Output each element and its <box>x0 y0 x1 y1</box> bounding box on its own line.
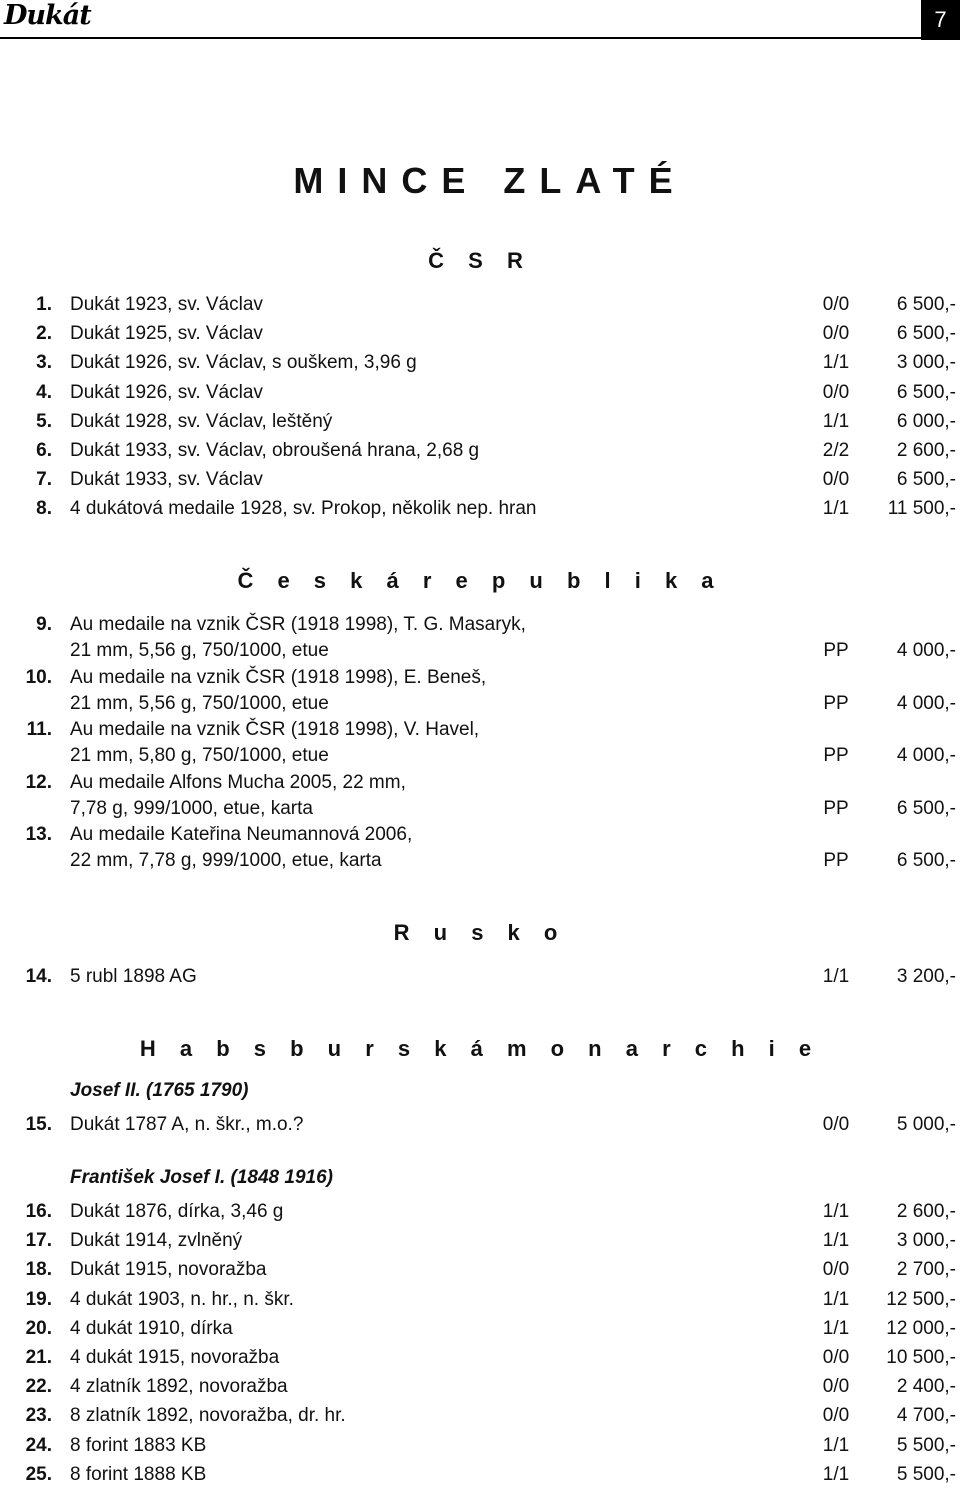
item-description: Dukát 1926, sv. Václav <box>70 381 263 403</box>
item-number: 5. <box>36 410 52 432</box>
list-item <box>0 319 960 348</box>
item-description: Dukát 1925, sv. Václav <box>70 323 263 345</box>
item-price: 5 500,- <box>896 1463 956 1485</box>
item-grade: 2/2 <box>822 440 850 461</box>
item-description: 8 forint 1883 KB <box>70 1434 207 1456</box>
item-price: 6 500,- <box>896 850 956 871</box>
item-number: 24. <box>25 1434 52 1456</box>
item-number: 20. <box>25 1317 52 1339</box>
item-price: 5 500,- <box>896 1434 956 1456</box>
item-description: Dukát 1933, sv. Václav, obroušená hrana, 2,68 g <box>70 440 480 461</box>
item-grade: 0/0 <box>822 381 850 403</box>
section-title-ceska-republika: Č e s k á r e p u b l i k a <box>237 568 723 593</box>
item-price: 3 000,- <box>896 1230 956 1252</box>
item-description: 4 dukátová medaile 1928, sv. Prokop, několik nep. hran <box>70 498 537 520</box>
item-description-line2: 21 mm, 5,56 g, 750/1000, etue <box>70 640 329 661</box>
list-item <box>0 436 960 465</box>
item-number: 12. <box>25 771 52 793</box>
item-description-line1: Au medaile na vznik ČSR (1918 1998), T. G. Masaryk, <box>70 614 526 635</box>
list-item <box>0 348 960 377</box>
item-description: Dukát 1914, zvlněný <box>70 1230 243 1252</box>
item-price: 2 600,- <box>896 440 956 461</box>
item-description: Dukát 1787 A, n. škr., m.o.? <box>70 1114 304 1135</box>
item-price: 11 500,- <box>887 498 956 520</box>
item-number: 7. <box>36 469 52 491</box>
item-number: 23. <box>25 1405 52 1427</box>
item-grade: 0/0 <box>822 469 850 491</box>
list-item <box>0 378 960 407</box>
item-number: 18. <box>25 1259 52 1281</box>
item-grade: PP <box>823 797 849 819</box>
item-description-line1: Au medaile na vznik ČSR (1918 1998), E. Beneš, <box>70 666 487 688</box>
item-number: 17. <box>25 1230 52 1252</box>
item-description: 4 dukát 1903, n. hr., n. škr. <box>70 1288 294 1310</box>
item-price: 3 000,- <box>896 352 956 374</box>
item-price: 5 000,- <box>896 1114 956 1135</box>
item-grade: 0/0 <box>822 1376 850 1398</box>
section-title-habsburska-monarchie: H a b s b u r s k á m o n a r c h i e <box>139 1036 821 1061</box>
item-number: 9. <box>36 614 52 635</box>
item-description: Dukát 1915, novoražba <box>70 1259 267 1281</box>
item-grade: 1/1 <box>822 1230 850 1252</box>
item-grade: 1/1 <box>822 1317 850 1339</box>
item-description-line1: Au medaile na vznik ČSR (1918 1998), V. Havel, <box>70 719 480 740</box>
item-description-line2: 21 mm, 5,56 g, 750/1000, etue <box>70 692 329 714</box>
item-number: 13. <box>25 824 52 845</box>
page-number: 7 <box>921 0 960 40</box>
item-grade: 0/0 <box>822 1347 850 1368</box>
list-item <box>0 494 960 523</box>
page-title: MINCE ZLATÉ <box>293 160 687 201</box>
item-grade: 1/1 <box>822 1201 850 1222</box>
item-price: 4 700,- <box>896 1405 956 1427</box>
item-grade: PP <box>823 640 849 661</box>
item-grade: 0/0 <box>822 323 850 345</box>
item-grade: 1/1 <box>822 1434 850 1456</box>
list-item <box>0 407 960 436</box>
item-grade: 0/0 <box>822 294 850 315</box>
item-number: 25. <box>25 1463 52 1485</box>
item-price: 6 500,- <box>896 294 956 315</box>
list-item <box>0 717 960 769</box>
list-item <box>0 1460 960 1489</box>
list-item <box>0 1110 960 1139</box>
item-price: 3 200,- <box>896 966 956 987</box>
item-description: Dukát 1928, sv. Václav, leštěný <box>70 410 333 432</box>
item-grade: 1/1 <box>822 1463 850 1485</box>
item-description: 8 forint 1888 KB <box>70 1463 207 1485</box>
header-rule <box>0 37 921 39</box>
item-price: 6 500,- <box>896 381 956 403</box>
item-price: 6 500,- <box>896 469 956 491</box>
item-description: 4 dukát 1910, dírka <box>70 1317 233 1339</box>
item-description: Dukát 1876, dírka, 3,46 g <box>70 1201 284 1222</box>
item-price: 12 500,- <box>886 1288 956 1310</box>
list-item <box>0 962 960 991</box>
item-grade: 1/1 <box>822 498 850 520</box>
list-item <box>0 1314 960 1343</box>
item-price: 4 000,- <box>896 692 956 714</box>
item-number: 14. <box>25 966 52 987</box>
item-grade: 1/1 <box>822 1288 850 1310</box>
item-number: 22. <box>25 1376 52 1398</box>
item-number: 2. <box>36 323 52 345</box>
subhead-frantisek-josef: František Josef I. (1848 1916) <box>70 1167 333 1188</box>
section-title-csr: Č S R <box>428 248 532 273</box>
item-number: 4. <box>36 381 52 403</box>
list-item <box>0 465 960 494</box>
item-grade: 0/0 <box>822 1259 850 1281</box>
item-description: Dukát 1933, sv. Václav <box>70 469 263 491</box>
item-price: 2 700,- <box>896 1259 956 1281</box>
item-price: 4 000,- <box>896 745 956 766</box>
list-item <box>0 1285 960 1314</box>
list-item <box>0 612 960 664</box>
item-grade: 0/0 <box>822 1114 850 1135</box>
list-item <box>0 1431 960 1460</box>
item-price: 6 500,- <box>896 323 956 345</box>
item-price: 2 600,- <box>896 1201 956 1222</box>
item-price: 12 000,- <box>886 1317 956 1339</box>
item-grade: 1/1 <box>822 352 850 374</box>
list-item <box>0 1401 960 1430</box>
item-number: 3. <box>36 352 52 374</box>
section-title-rusko: R u s k o <box>393 920 567 945</box>
item-number: 19. <box>25 1288 52 1310</box>
item-grade: PP <box>823 745 849 766</box>
item-description: Dukát 1923, sv. Václav <box>70 294 263 315</box>
item-description-line2: 7,78 g, 999/1000, etue, karta <box>70 797 313 819</box>
dukat-logo: Dukát <box>4 0 91 31</box>
list-item <box>0 1226 960 1255</box>
item-price: 4 000,- <box>896 640 956 661</box>
item-description: 4 zlatník 1892, novoražba <box>70 1376 288 1398</box>
item-description-line2: 21 mm, 5,80 g, 750/1000, etue <box>70 745 329 766</box>
list-item <box>0 290 960 319</box>
list-item <box>0 822 960 874</box>
item-description-line1: Au medaile Alfons Mucha 2005, 22 mm, <box>70 771 406 793</box>
list-item <box>0 1197 960 1226</box>
list-item <box>0 665 960 717</box>
item-number: 10. <box>25 666 52 688</box>
subhead-josef-ii: Josef II. (1765 1790) <box>70 1080 249 1101</box>
item-description: Dukát 1926, sv. Václav, s ouškem, 3,96 g <box>70 352 417 374</box>
item-price: 6 500,- <box>896 797 956 819</box>
item-number: 6. <box>36 440 52 461</box>
item-description-line1: Au medaile Kateřina Neumannová 2006, <box>70 824 413 845</box>
item-price: 6 000,- <box>896 410 956 432</box>
item-price: 10 500,- <box>886 1347 956 1368</box>
item-number: 8. <box>36 498 52 520</box>
item-description: 8 zlatník 1892, novoražba, dr. hr. <box>70 1405 346 1427</box>
item-grade: PP <box>823 850 849 871</box>
item-description-line2: 22 mm, 7,78 g, 999/1000, etue, karta <box>70 850 382 871</box>
item-number: 16. <box>25 1201 52 1222</box>
item-number: 11. <box>26 719 52 740</box>
item-grade: 1/1 <box>822 410 850 432</box>
item-description: 5 rubl 1898 AG <box>70 966 197 987</box>
item-grade: 0/0 <box>822 1405 850 1427</box>
list-item <box>0 1255 960 1284</box>
item-number: 15. <box>25 1114 52 1135</box>
page-header <box>0 0 960 40</box>
list-item <box>0 770 960 822</box>
item-grade: 1/1 <box>822 966 850 987</box>
item-grade: PP <box>823 692 849 714</box>
item-description: 4 dukát 1915, novoražba <box>70 1347 280 1368</box>
item-price: 2 400,- <box>896 1376 956 1398</box>
list-item <box>0 1343 960 1372</box>
list-item <box>0 1372 960 1401</box>
item-number: 1. <box>36 294 52 315</box>
item-number: 21. <box>25 1347 52 1368</box>
